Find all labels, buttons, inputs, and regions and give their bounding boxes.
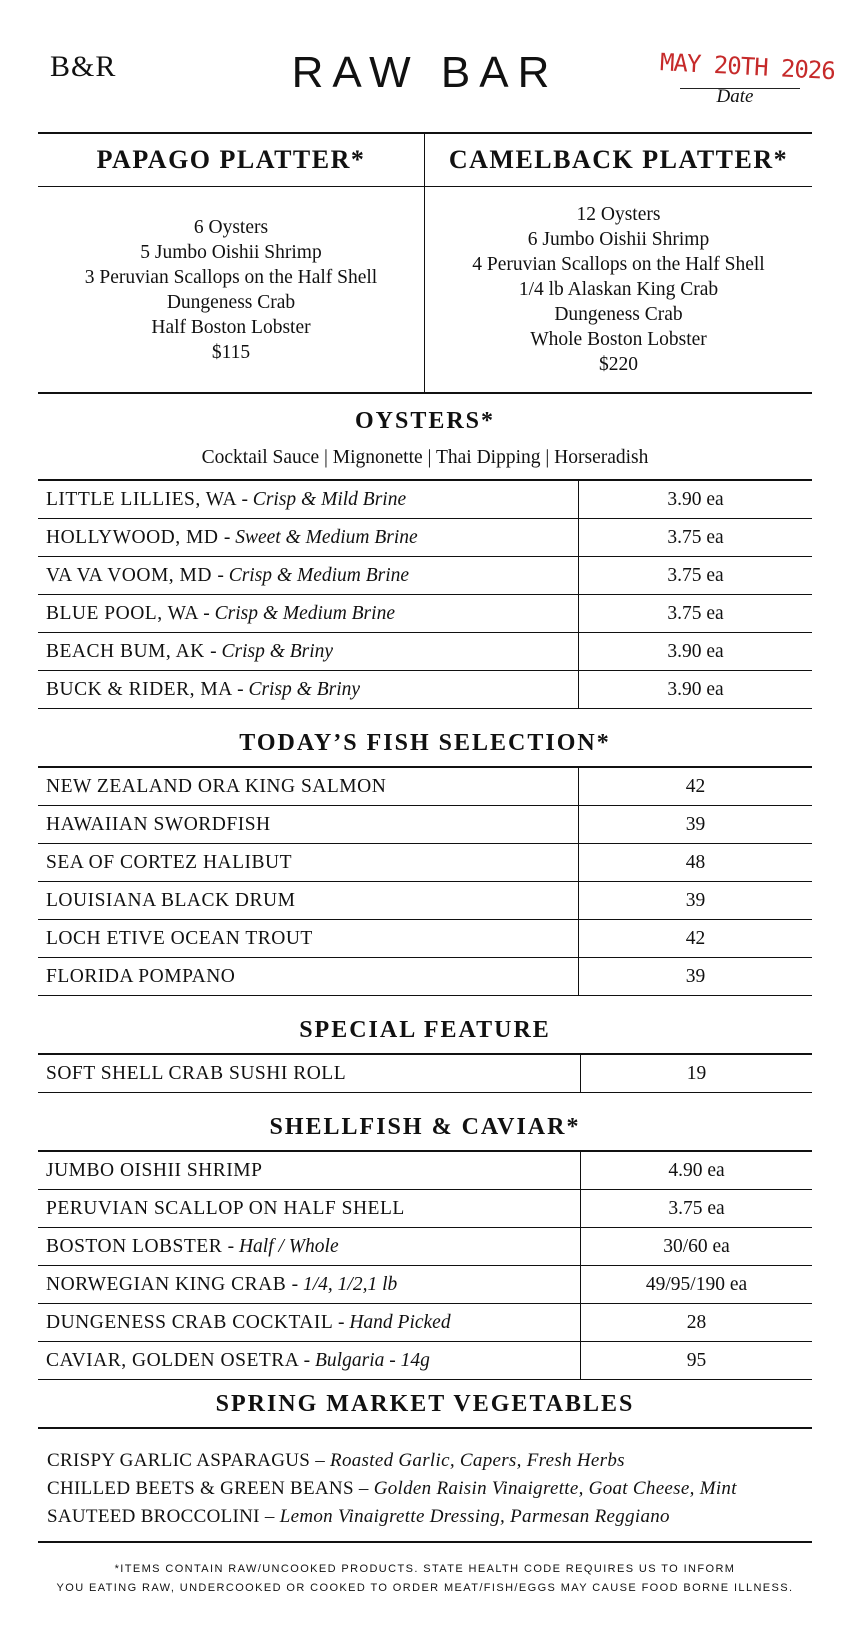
- table-row: [38, 882, 812, 920]
- item-price: 42: [685, 776, 706, 797]
- item-name: [38, 1304, 581, 1341]
- item-name: [38, 595, 579, 632]
- table-row: [38, 557, 812, 595]
- platter-item: Dungeness Crab: [554, 304, 683, 325]
- list-item: [47, 1447, 737, 1475]
- item-price: 28: [686, 1312, 707, 1333]
- item-title: SAUTEED BROCCOLINI: [47, 1506, 260, 1527]
- item-name: [38, 1152, 581, 1189]
- platter-price: $115: [211, 341, 251, 363]
- fish-title: TODAY’S FISH SELECTION*: [239, 730, 611, 756]
- brand-logo: B&R: [50, 50, 117, 83]
- item-price: 42: [685, 928, 706, 949]
- item-note: - Bulgaria - 14g: [303, 1350, 430, 1371]
- item-name: [38, 633, 579, 670]
- table-row: [38, 1055, 812, 1093]
- shellfish-title: SHELLFISH & CAVIAR*: [269, 1114, 581, 1140]
- item-title: CAVIAR, GOLDEN OSETRA: [46, 1350, 299, 1371]
- platter-item: 5 Jumbo Oishii Shrimp: [140, 241, 322, 263]
- special-title: SPECIAL FEATURE: [299, 1017, 551, 1043]
- item-price: 3.75 ea: [667, 565, 724, 586]
- item-name: [38, 481, 579, 518]
- disclaimer-line: YOU EATING RAW, UNDERCOOKED OR COOKED TO ORDER MEAT/FISH/EGGS MAY CAUSE FOOD BORNE ILLNESS.: [56, 1582, 794, 1594]
- item-name: [38, 671, 579, 708]
- item-name: [38, 1266, 581, 1303]
- item-price: 39: [685, 814, 706, 835]
- menu-header: [0, 0, 850, 125]
- item-title: CHILLED BEETS & GREEN BEANS: [47, 1478, 354, 1499]
- item-title: BLUE POOL, WA: [46, 603, 198, 624]
- table-row: [38, 1190, 812, 1228]
- item-name: NEW ZEALAND ORA KING SALMON: [38, 768, 579, 805]
- platter-price: $220: [599, 354, 638, 375]
- table-row: [38, 1228, 812, 1266]
- platter-item: Half Boston Lobster: [151, 316, 311, 338]
- item-note: - Crisp & Briny: [237, 679, 361, 700]
- item-note: - Crisp & Medium Brine: [203, 603, 395, 624]
- list-item: [47, 1475, 737, 1503]
- oysters-table: [38, 479, 812, 709]
- platter-items: [425, 187, 812, 392]
- page-title: RAW BAR: [291, 48, 559, 97]
- item-name: [38, 519, 579, 556]
- item-price: 3.90 ea: [667, 489, 724, 510]
- platter-items: [38, 187, 424, 392]
- item-name: HAWAIIAN SWORDFISH: [38, 806, 579, 843]
- item-note: – Roasted Garlic, Capers, Fresh Herbs: [315, 1450, 625, 1471]
- item-price: 30/60 ea: [663, 1236, 730, 1257]
- platter-item: Dungeness Crab: [166, 291, 296, 313]
- table-row: [38, 958, 812, 996]
- platter-item: 4 Peruvian Scallops on the Half Shell: [472, 254, 765, 275]
- platter-item: 3 Peruvian Scallops on the Half Shell: [84, 266, 378, 288]
- item-title: JUMBO OISHII SHRIMP: [46, 1160, 263, 1181]
- fish-table: [38, 766, 812, 996]
- platters-table: [38, 132, 812, 394]
- list-item: [47, 1503, 737, 1531]
- platter-camelback: [425, 134, 812, 392]
- item-name: LOUISIANA BLACK DRUM: [38, 882, 579, 919]
- table-row: [38, 595, 812, 633]
- vegetables-title: SPRING MARKET VEGETABLES: [215, 1391, 635, 1417]
- item-title: BOSTON LOBSTER: [46, 1236, 223, 1257]
- item-note: - Crisp & Medium Brine: [217, 565, 410, 586]
- special-table: [38, 1053, 812, 1093]
- table-row: [38, 481, 812, 519]
- item-title: VA VA VOOM, MD: [46, 565, 212, 586]
- health-disclaimer: [0, 1560, 850, 1598]
- table-row: [38, 633, 812, 671]
- platter-item: Whole Boston Lobster: [530, 329, 707, 350]
- item-name: SOFT SHELL CRAB SUSHI ROLL: [38, 1055, 581, 1092]
- item-title: HOLLYWOOD, MD: [46, 527, 219, 548]
- item-title: LITTLE LILLIES, WA: [46, 489, 237, 510]
- date-block: [659, 48, 836, 108]
- table-row: [38, 1304, 812, 1342]
- item-price: 39: [685, 966, 706, 987]
- item-name: FLORIDA POMPANO: [38, 958, 579, 995]
- item-price: 3.75 ea: [667, 603, 724, 624]
- item-price: 4.90 ea: [668, 1160, 725, 1181]
- oysters-title: OYSTERS*: [354, 408, 496, 434]
- item-title: DUNGENESS CRAB COCKTAIL: [46, 1312, 333, 1333]
- item-name: SEA OF CORTEZ HALIBUT: [38, 844, 579, 881]
- item-note: - Half / Whole: [227, 1236, 339, 1257]
- table-row: [38, 671, 812, 709]
- item-name: [38, 1228, 581, 1265]
- item-name: [38, 557, 579, 594]
- oyster-sauces: Cocktail Sauce | Mignonette | Thai Dipping | Horseradish: [201, 447, 649, 468]
- platter-item: 1/4 lb Alaskan King Crab: [518, 279, 719, 300]
- item-price: 19: [686, 1063, 707, 1084]
- item-note: - Sweet & Medium Brine: [223, 527, 418, 548]
- platter-name: CAMELBACK PLATTER*: [425, 134, 812, 187]
- item-price: 3.90 ea: [667, 679, 724, 700]
- item-note: - 1/4, 1/2,1 lb: [291, 1274, 398, 1295]
- platter-item: 6 Oysters: [193, 216, 269, 238]
- platter-item: 6 Jumbo Oishii Shrimp: [527, 229, 710, 250]
- item-price: 39: [685, 890, 706, 911]
- item-price: 3.90 ea: [667, 641, 724, 662]
- date-underline: [680, 88, 800, 89]
- date-value: MAY 20TH 2026: [659, 48, 836, 86]
- item-title: NORWEGIAN KING CRAB: [46, 1274, 287, 1295]
- item-title: CRISPY GARLIC ASPARAGUS: [47, 1450, 311, 1471]
- item-price: 49/95/190 ea: [645, 1274, 748, 1295]
- item-price: 3.75 ea: [668, 1198, 725, 1219]
- item-note: - Hand Picked: [337, 1312, 451, 1333]
- vegetables-list: [47, 1447, 737, 1531]
- divider: [38, 1427, 812, 1429]
- table-row: [38, 519, 812, 557]
- table-row: [38, 768, 812, 806]
- item-name: [38, 1190, 581, 1227]
- item-name: [38, 1342, 581, 1379]
- table-row: [38, 1152, 812, 1190]
- item-price: 48: [685, 852, 706, 873]
- item-note: – Lemon Vinaigrette Dressing, Parmesan Reggiano: [264, 1506, 670, 1527]
- item-name: LOCH ETIVE OCEAN TROUT: [38, 920, 579, 957]
- disclaimer-line: *ITEMS CONTAIN RAW/UNCOOKED PRODUCTS. STATE HEALTH CODE REQUIRES US TO INFORM: [114, 1563, 736, 1575]
- item-title: BEACH BUM, AK: [46, 641, 205, 662]
- table-row: [38, 806, 812, 844]
- table-row: [38, 1342, 812, 1380]
- table-row: [38, 920, 812, 958]
- item-title: PERUVIAN SCALLOP ON HALF SHELL: [46, 1198, 405, 1219]
- table-row: [38, 1266, 812, 1304]
- item-price: 95: [686, 1350, 707, 1371]
- shellfish-table: [38, 1150, 812, 1380]
- item-price: 3.75 ea: [667, 527, 724, 548]
- table-row: [38, 844, 812, 882]
- divider: [38, 1541, 812, 1543]
- item-note: – Golden Raisin Vinaigrette, Goat Cheese, Mint: [358, 1478, 737, 1499]
- item-note: - Crisp & Briny: [210, 641, 334, 662]
- date-label: Date: [716, 86, 754, 107]
- item-note: - Crisp & Mild Brine: [241, 489, 407, 510]
- platter-papago: [38, 134, 425, 392]
- item-title: BUCK & RIDER, MA: [46, 679, 232, 700]
- platter-name: PAPAGO PLATTER*: [38, 134, 424, 187]
- platter-item: 12 Oysters: [576, 204, 661, 225]
